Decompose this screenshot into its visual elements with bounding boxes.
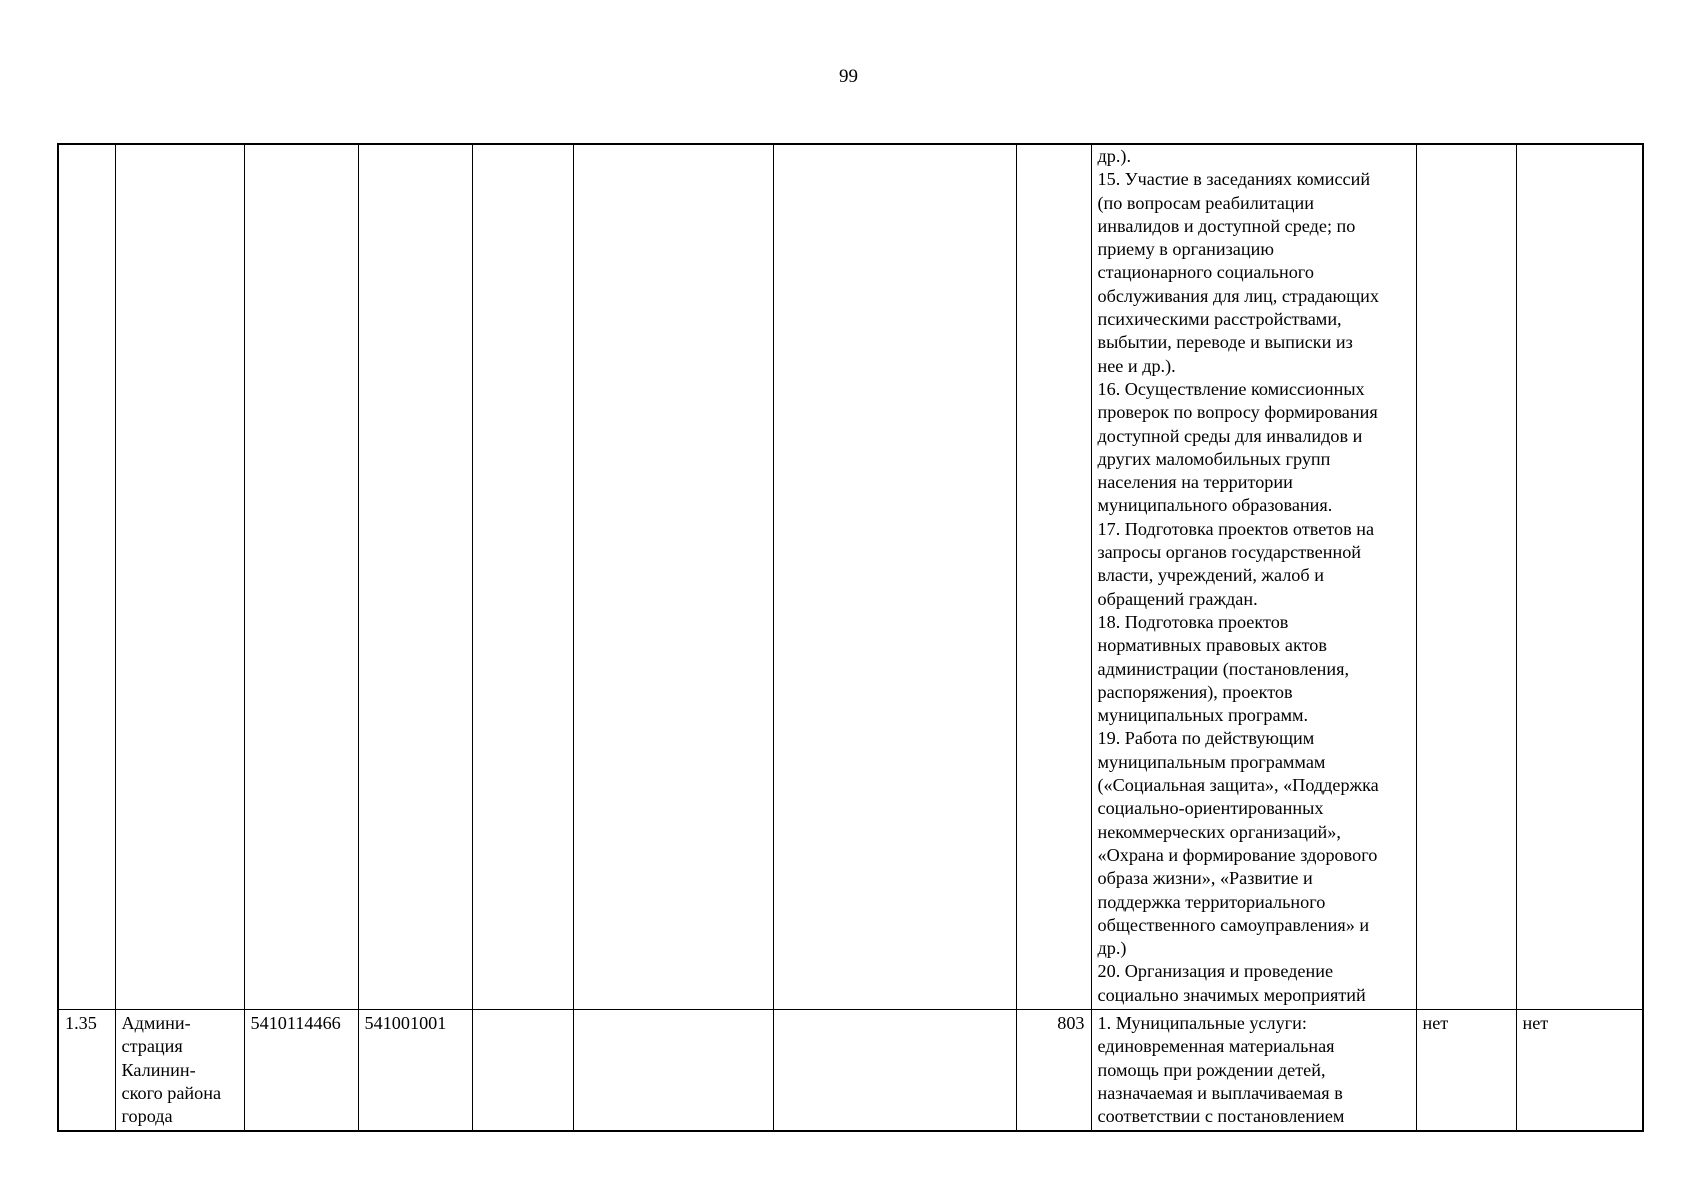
- organization-line: ского района: [121, 1082, 222, 1103]
- duties-line: других маломобильных групп: [1097, 448, 1331, 469]
- cell-col7: [773, 144, 1016, 1009]
- cell-code: 803: [1016, 1009, 1091, 1131]
- duties-line: «Охрана и формирование здорового: [1097, 844, 1378, 865]
- duties-line: доступной среды для инвалидов и: [1097, 425, 1363, 446]
- duties-line: социально значимых мероприятий: [1097, 984, 1366, 1005]
- duties-line: образа жизни», «Развитие и: [1097, 868, 1313, 889]
- cell-col6: [573, 144, 773, 1009]
- cell-number: [58, 144, 115, 1009]
- cell-col11: [1516, 144, 1643, 1009]
- registry-table: [57, 143, 1644, 1132]
- duties-line: запросы органов государственной: [1097, 542, 1362, 563]
- duties-line: проверок по вопросу формирования: [1097, 402, 1378, 423]
- cell-col11: нет: [1516, 1009, 1643, 1131]
- duties-line: нее и др.).: [1097, 355, 1176, 376]
- cell-col7: [773, 1009, 1016, 1131]
- table-row-continued: [58, 144, 1643, 1009]
- cell-inn: 5410114466: [244, 1009, 358, 1131]
- duties-line: поддержка территориального: [1097, 891, 1326, 912]
- organization-line: Калинин-: [121, 1059, 196, 1080]
- duties-line: 17. Подготовка проектов ответов на: [1097, 518, 1375, 539]
- page-number: 99: [839, 66, 858, 87]
- organization-line: города: [121, 1106, 173, 1127]
- duties-line: 18. Подготовка проектов: [1097, 611, 1289, 632]
- duties-line: некоммерческих организаций»,: [1097, 821, 1341, 842]
- duties-line: распоряжения), проектов: [1097, 681, 1293, 702]
- duties-line: выбытии, переводе и выписки из: [1097, 332, 1353, 353]
- duties-line: помощь при рождении детей,: [1097, 1059, 1326, 1080]
- duties-line: муниципального образования.: [1097, 495, 1333, 516]
- duties-line: (по вопросам реабилитации: [1097, 192, 1314, 213]
- duties-line: инвалидов и доступной среде; по: [1097, 215, 1356, 236]
- organization-line: Админи-: [121, 1012, 191, 1033]
- duties-line: стационарного социального: [1097, 262, 1314, 283]
- cell-col10: нет: [1416, 1009, 1516, 1131]
- duties-line: социально-ориентированных: [1097, 798, 1324, 819]
- cell-organization: [115, 1009, 244, 1131]
- cell-duties: [1091, 1009, 1416, 1131]
- table-row-1-35: [58, 1009, 1643, 1131]
- duties-line: власти, учреждений, жалоб и: [1097, 565, 1324, 586]
- cell-code: [1016, 144, 1091, 1009]
- duties-line: психическими расстройствами,: [1097, 309, 1342, 330]
- duties-line: 1. Муниципальные услуги:: [1097, 1012, 1307, 1033]
- duties-line: населения на территории: [1097, 472, 1293, 493]
- cell-kpp: [358, 144, 472, 1009]
- duties-line: 20. Организация и проведение: [1097, 961, 1334, 982]
- duties-line: обслуживания для лиц, страдающих: [1097, 285, 1379, 306]
- duties-line: 15. Участие в заседаниях комиссий: [1097, 169, 1371, 190]
- cell-organization: [115, 144, 244, 1009]
- duties-line: («Социальная защита», «Поддержка: [1097, 775, 1379, 796]
- cell-kpp: 541001001: [358, 1009, 472, 1131]
- organization-line: страция: [121, 1036, 183, 1057]
- duties-line: администрации (постановления,: [1097, 658, 1350, 679]
- cell-col5: [472, 1009, 573, 1131]
- duties-line: назначаемая и выплачиваемая в: [1097, 1082, 1343, 1103]
- duties-line: общественного самоуправления» и: [1097, 914, 1370, 935]
- duties-line: др.).: [1097, 146, 1131, 166]
- duties-line: единовременная материальная: [1097, 1036, 1335, 1057]
- duties-line: 16. Осуществление комиссионных: [1097, 378, 1365, 399]
- cell-inn: [244, 144, 358, 1009]
- duties-line: муниципальным программам: [1097, 751, 1326, 772]
- duties-line: муниципальных программ.: [1097, 705, 1309, 726]
- cell-col10: [1416, 144, 1516, 1009]
- duties-line: приему в организацию: [1097, 239, 1274, 260]
- duties-line: обращений граждан.: [1097, 588, 1258, 609]
- duties-line: соответствии с постановлением: [1097, 1106, 1345, 1127]
- cell-duties: [1091, 144, 1416, 1009]
- cell-col6: [573, 1009, 773, 1131]
- cell-col5: [472, 144, 573, 1009]
- cell-number: 1.35: [58, 1009, 115, 1131]
- duties-line: 19. Работа по действующим: [1097, 728, 1315, 749]
- duties-line: др.): [1097, 938, 1127, 959]
- duties-line: нормативных правовых актов: [1097, 635, 1327, 656]
